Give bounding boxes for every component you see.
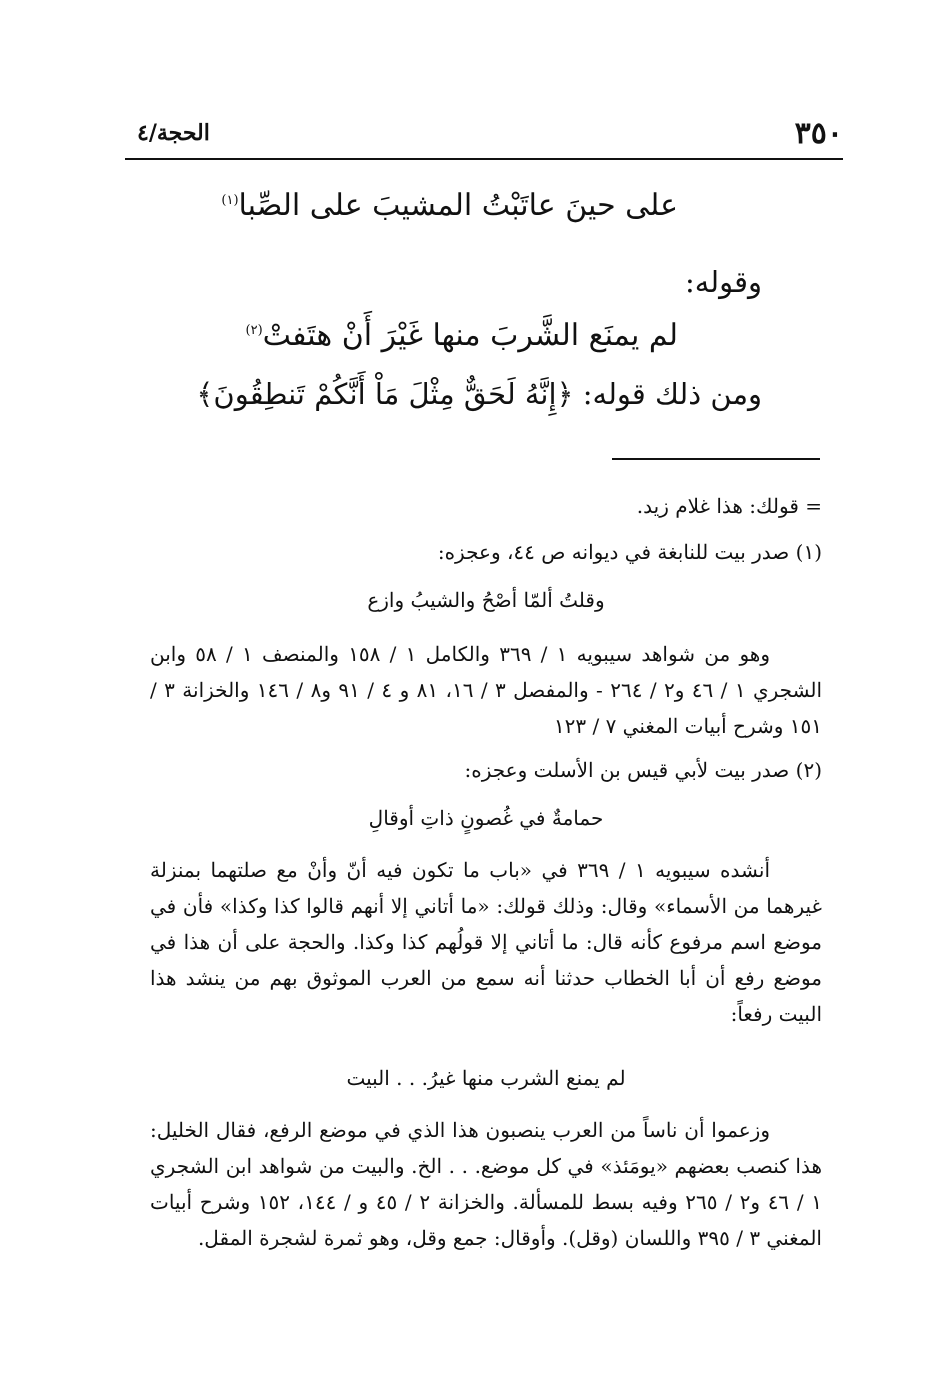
page-header [125,112,843,160]
footnote-2-verse-2: لم يمنع الشرب منها غيرُ. . . البيت [346,1066,626,1090]
verse-2-text: لم يمنَع الشَّربَ منها غَيْرَ أَنْ هتَفتْ [262,318,678,353]
footnote-2-body-2: وزعموا أن ناساً من العرب ينصبون هذا الذي في موضع الرفع، فقال الخليل: هذا كنصب بعضهم «يومَئذ» في كل موضع. . . الخ. والبيت من شواهد ابن الشجري ١ / ٤٦ و٢ / ٢٦٥ وفيه بسط للمسألة. والخزانة ٢ / ٤٥ و / ١٤٤، ١٥٢ وشرح أبيات المغني ٣ / ٣٩٥ واللسان (وقل). وأوقال: جمع وقل، وهو ثمرة لشجرة المقل. [150,1118,822,1250]
footnote-2-body-1: أنشده سيبويه ١ / ٣٦٩ في «باب ما تكون فيه أنّ وأنْ مع صلتهما بمنزلة غيرهما من الأسماء» وقال: وذلك قولك: «ما أتاني إلا أنهم قالوا كذا وكذا» فأن في موضع اسم مرفوع كأنه قال: ما أتاني إلا قولُهم كذا وكذا. والحجة على أن هذا في موضع رفع أن أبا الخطاب حدثنا أنه سمع من العرب الموثوق بهم من ينشد هذا البيت رفعاً: [150,858,822,1026]
footnote-ref-2: (٢) [245,323,263,338]
footnote-2-intro: (٢) صدر بيت لأبي قيس بن الأسلت وعجزه: [464,758,822,782]
footnote-2-verse: حمامةٌ في غُصونٍ ذاتِ أوقالِ [368,806,604,830]
quran-line: ومن ذلك قوله: ﴿إِنَّهُ لَحَقٌّ مِثْلَ مَاْ أَنَّكُمْ تَنطِقُونَ﴾ [196,377,762,411]
running-title: الحجة/٤ [137,120,210,146]
footnote-continuation: = قولك: هذا غلام زيد. [636,494,822,518]
footnote-1-body: وهو من شواهد سيبويه ١ / ٣٦٩ والكامل ١ / ١٥٨ والمنصف ١ / ٥٨ وابن الشجري ١ / ٤٦ و٢ / ٢٦٤ - والمفصل ٣ / ١٦، ٨١ و ٤ / ٩١ و٨ / ١٤٦ والخزانة ٣ / ١٥١ وشرح أبيات المغني ٧ / ١٢٣ [150,642,823,738]
intro-line: وقوله: [684,265,762,299]
footnote-divider [612,458,820,460]
page-number: ٣٥٠ [794,116,843,151]
verse-2 [246,318,678,353]
verse-1 [221,188,678,223]
footnote-1-intro: (١) صدر بيت للنابغة في ديوانه ص ٤٤، وعجزه: [437,540,822,564]
footnote-1-verse: وقلتُ ألمّا أصْحُ والشيبُ وازع [367,588,605,612]
footnote-ref-1: (١) [221,193,239,208]
verse-1-text: على حينَ عاتَبْتُ المشيبَ على الصِّبا [238,188,678,223]
